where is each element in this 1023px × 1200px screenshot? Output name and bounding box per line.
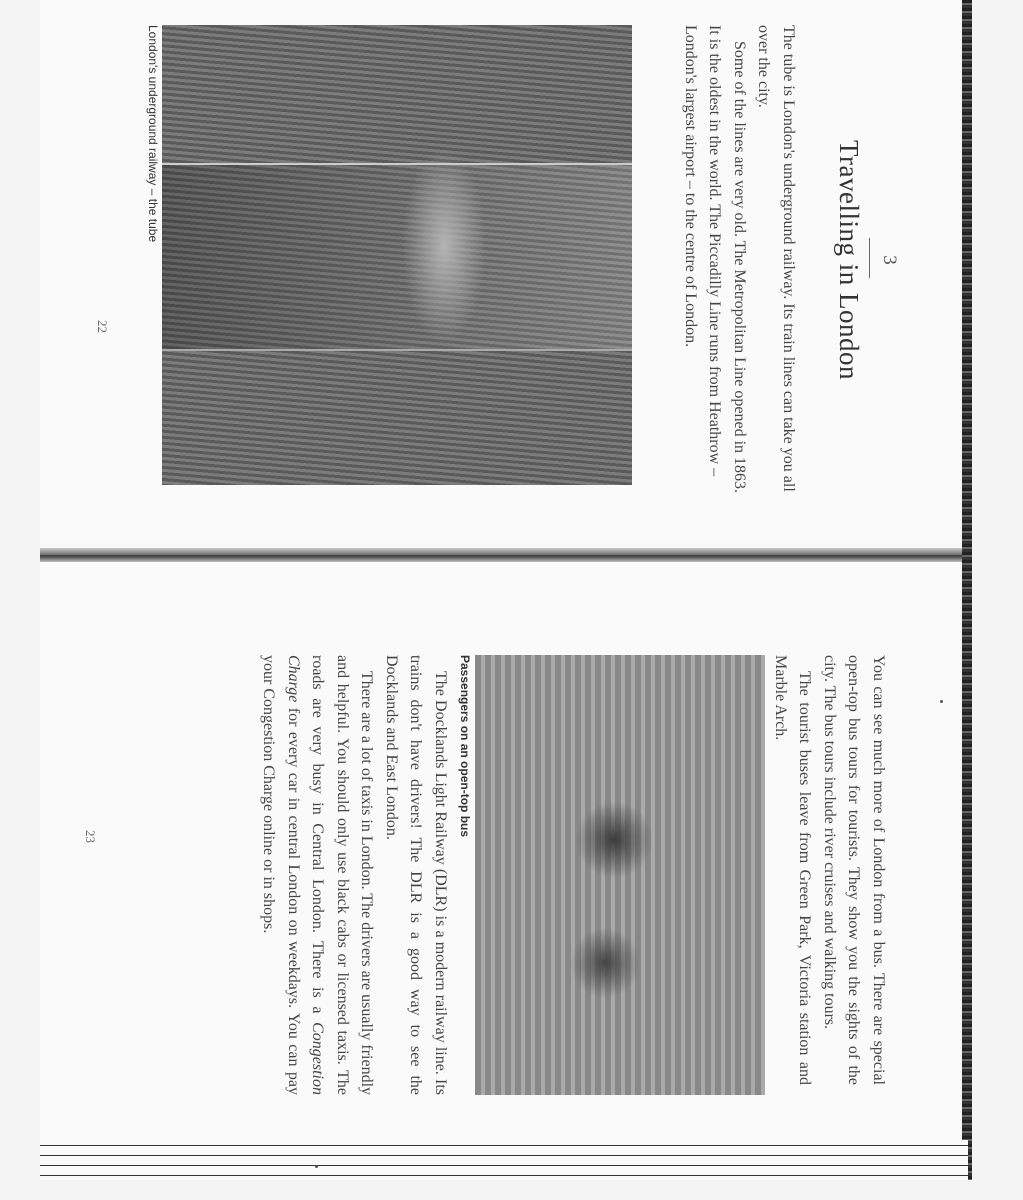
page-number-23: 23 [83,830,98,843]
page-22-body [678,25,801,505]
paragraph: The tourist buses leave from Green Park, Victoria station and Marble Arch. [772,655,814,1085]
paragraph: You can see much more of London from a bus. There are special open-top bus tours for tourists. They show you the sights of the city. The bus tours include river cruises and walking tours. [821,655,887,1085]
paragraph-taxis [256,655,379,1095]
taxi-text-start: There are a lot of taxis in London. The drivers are usually friendly and helpful. You should only use black cabs or licensed taxis. The roads are very busy in Central London. There is a [309,655,376,1096]
page-edges-bottom [40,1140,968,1180]
scan-speck [940,700,943,703]
paragraph: Some of the lines are very old. The Metropolitan Line opened in 1863. It is the oldest in the world. The Piccadilly Line runs from Heathrow – London's largest airport – to the centre of London. [682,25,748,494]
tube-photo-caption: London's underground railway – the tube [146,25,160,243]
page-edges-right [962,0,972,1180]
tube-photo [162,25,632,485]
bus-photo [475,655,765,1095]
paragraph: The tube is London's underground railway. Its train lines can take you all over the city. [755,25,797,492]
scan-speck [315,1165,318,1168]
congestion-charge-term: Congestion Charge [285,655,327,1095]
taxi-text-end: for every car in central London on weekdays. You can pay your Congestion Charge online or in shops. [260,655,302,1095]
paragraph-dlr: The Docklands Light Railway (DLR) is a modern railway line. Its trains don't have drivers! The DLR is a good way to see the Docklands and East London. [383,655,449,1095]
page-23-content [130,655,890,1145]
chapter-number: 3 [879,255,900,265]
chapter-rule [869,238,870,278]
bus-photo-caption: Passengers on an open-top bus [458,655,472,838]
tunnel-track [162,163,632,351]
transport-text [256,655,452,1095]
page-22-content [40,25,900,530]
page-number-22: 22 [95,320,110,333]
bus-tours-text [768,655,891,1085]
chapter-title: Travelling in London [834,139,864,380]
book-spine [40,548,965,562]
